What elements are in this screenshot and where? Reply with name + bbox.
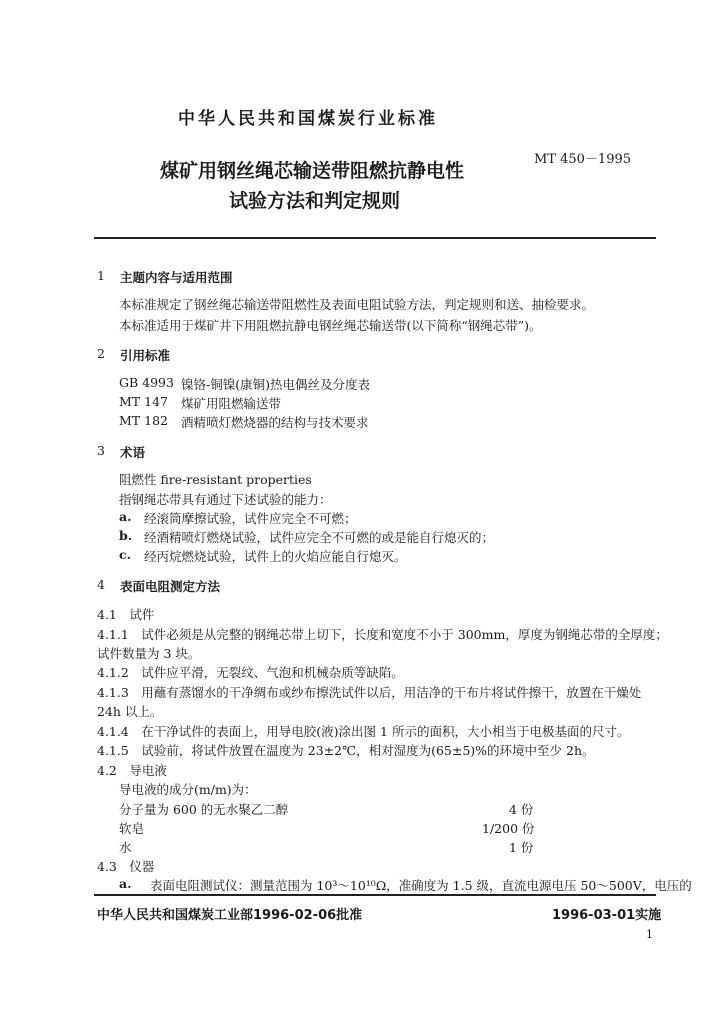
list-item: 经酒精喷灯燃烧试验，试件应完全不可燃的或是能自行熄灭的； xyxy=(144,530,495,545)
component-name: 分子量为 600 的无水聚乙二醇 xyxy=(119,802,289,817)
reference-name: 酒精喷灯燃烧器的结构与技术要求 xyxy=(181,415,369,430)
term-definition: 指钢绳芯带具有通过下述试验的能力： xyxy=(119,492,332,507)
list-marker: b. xyxy=(119,528,133,543)
section-4-title: 表面电阻测定方法 xyxy=(120,579,221,594)
instrument-item-a: 表面电阻测试仪：测量范围为 10³～10¹⁰Ω，准确度为 1.5 级，直流电源电压 50～500V，电压的 xyxy=(150,878,692,893)
clause-4-1-3-continued: 24h 以上。 xyxy=(97,704,163,719)
list-marker: c. xyxy=(119,547,131,562)
reference-name: 煤矿用阻燃输送带 xyxy=(181,396,282,411)
reference-code: MT 147 xyxy=(119,394,168,409)
section-2-number: 2 xyxy=(97,346,105,361)
section-1-paragraph-1: 本标准规定了钢丝绳芯输送带阻燃性及表面电阻试验方法，判定规则和送、抽检要求。 xyxy=(119,297,595,312)
term-entry: 阻燃性 fire-resistant properties xyxy=(119,472,312,487)
clause-4-1-2: 4.1.2 试件应平滑，无裂纹、气泡和机械杂质等缺陷。 xyxy=(97,665,404,680)
clause-4-1: 4.1 试件 xyxy=(97,607,155,622)
component-name: 水 xyxy=(119,840,132,855)
section-3-title: 术语 xyxy=(120,445,146,460)
section-3-number: 3 xyxy=(97,443,105,458)
approval-line: 中华人民共和国煤炭工业部1996-02-06批准 xyxy=(97,908,363,923)
section-1-title: 主题内容与适用范围 xyxy=(120,270,233,285)
standard-code: MT 450－1995 xyxy=(534,152,632,167)
clause-4-1-1-continued: 试件数量为 3 块。 xyxy=(97,646,201,661)
document-title-line1: 煤矿用钢丝绳芯输送带阻燃抗静电性 xyxy=(160,160,465,182)
component-name: 软皂 xyxy=(119,821,145,836)
clause-4-1-5: 4.1.5 试验前，将试件放置在温度为 23±2℃，相对湿度为(65±5)%的环境中至少 2h。 xyxy=(97,743,595,758)
clause-4-1-1: 4.1.1 试件必须是从完整的钢绳芯带上切下，长度和宽度不小于 300mm，厚度为钢绳芯带的全厚度； xyxy=(97,627,668,642)
component-amount: 4 份 xyxy=(509,802,534,817)
list-marker: a. xyxy=(119,509,132,524)
conductive-liquid-intro: 导电液的成分(m/m)为： xyxy=(119,782,257,797)
clause-4-1-4: 4.1.4 在干净试件的表面上，用导电胶(液)涂出图 1 所示的面积，大小相当于电极基面的尺寸。 xyxy=(97,724,630,739)
section-1-number: 1 xyxy=(97,268,105,283)
page-number: 1 xyxy=(646,928,653,941)
clause-4-1-3: 4.1.3 用蘸有蒸馏水的干净绸布或纱布擦洗试件以后，用洁净的干布片将试件擦干，放置在干燥处 xyxy=(97,685,642,700)
reference-code: GB 4993 xyxy=(119,375,174,390)
list-item: 经丙烷燃烧试验，试件上的火焰应能自行熄灭。 xyxy=(144,549,407,564)
header-divider xyxy=(94,237,656,239)
footer-divider xyxy=(94,894,656,896)
document-title-line2: 试验方法和判定规则 xyxy=(229,190,401,212)
industry-standard-heading: 中华人民共和国煤炭行业标准 xyxy=(178,109,438,129)
list-item: 经滚筒摩擦试验，试件应完全不可燃； xyxy=(144,511,357,526)
reference-name: 镍铬-铜镍(康铜)热电偶丝及分度表 xyxy=(181,377,370,392)
section-2-title: 引用标准 xyxy=(120,348,171,363)
clause-4-3: 4.3 仪器 xyxy=(97,859,155,874)
list-marker: a. xyxy=(119,876,132,891)
section-1-paragraph-2: 本标准适用于煤矿井下用阻燃抗静电钢丝绳芯输送带(以下简称“钢绳芯带”)。 xyxy=(119,318,542,333)
reference-code: MT 182 xyxy=(119,413,168,428)
implementation-date: 1996-03-01实施 xyxy=(552,908,662,923)
component-amount: 1 份 xyxy=(509,840,534,855)
component-amount: 1/200 份 xyxy=(482,821,535,836)
section-4-number: 4 xyxy=(97,577,105,592)
clause-4-2: 4.2 导电液 xyxy=(97,763,167,778)
